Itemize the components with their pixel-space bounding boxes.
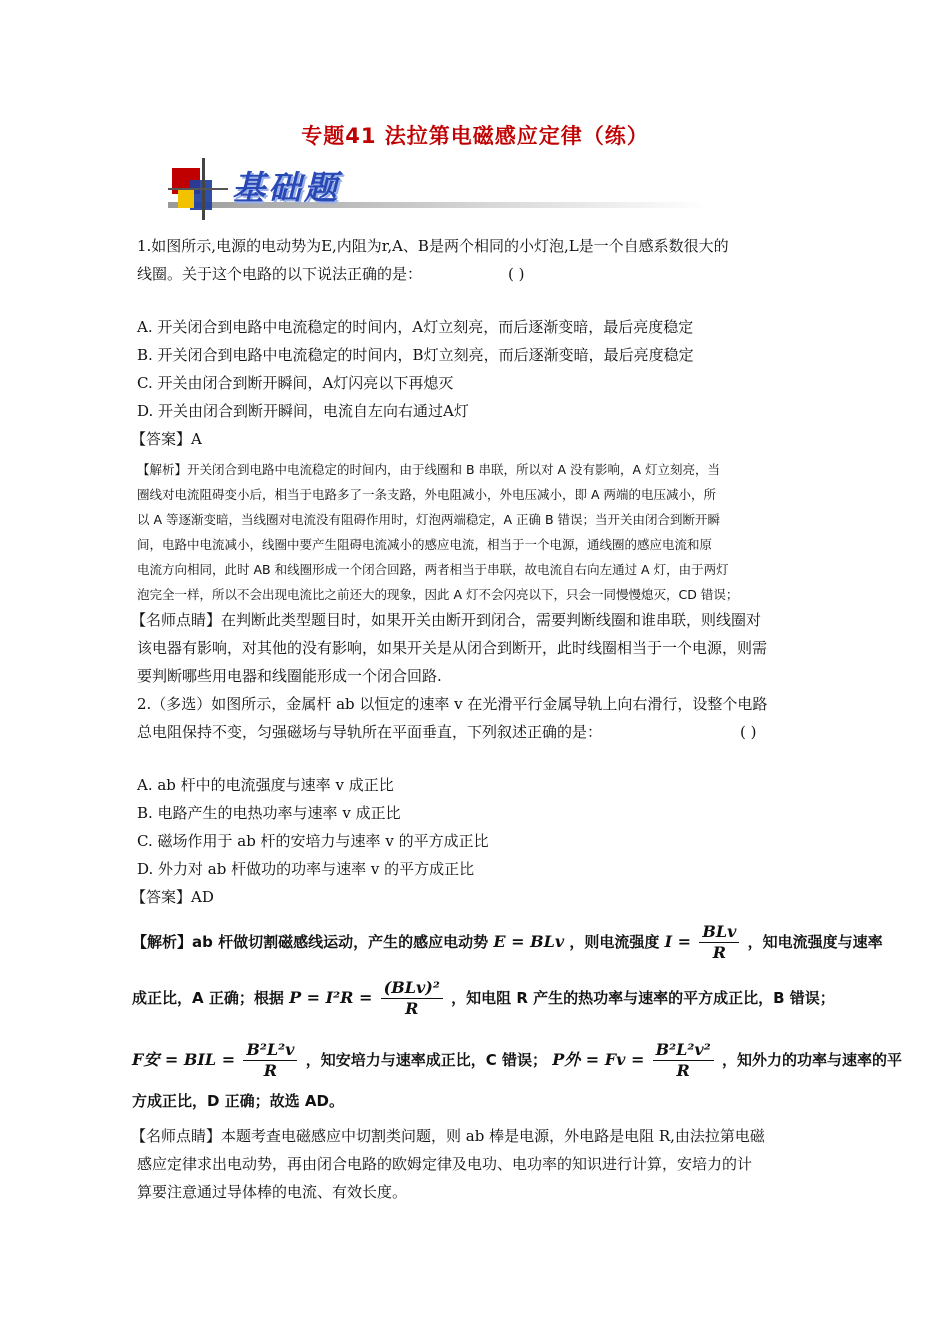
ampere-force-formula: F安 = BIL = [132, 1050, 236, 1069]
q1-option-d: D. 开关由闭合到断开瞬间，电流自左向右通过A灯 [137, 402, 469, 420]
q2-stem-line2: 总电阻保持不变，匀强磁场与导轨所在平面垂直，下列叙述正确的是： [137, 723, 603, 741]
q2-option-d: D. 外力对 ab 杆做功的功率与速率 v 的平方成正比 [137, 860, 475, 878]
power-formula: P = I²R = [289, 988, 373, 1007]
banner-label: 基础题 [232, 168, 340, 207]
q2-analysis-line2 [132, 978, 835, 1019]
q1-analysis-line: 电流方向相同，此时 AB 和线圈形成一个闭合回路，两者相当于串联，故电流自右向左通过 A 灯，由于两灯 [137, 562, 729, 577]
q1-answer-paren: ( ) [508, 265, 525, 283]
power-fraction [381, 978, 443, 1019]
page-title: 专题41 法拉第电磁感应定律（练） [301, 124, 649, 148]
current-formula: I = [664, 932, 692, 951]
q1-option-c: C. 开关由闭合到断开瞬间，A灯闪亮以下再熄灭 [137, 374, 454, 392]
fraction-denominator: R [405, 999, 419, 1018]
q1-stem-line2: 线圈。关于这个电路的以下说法正确的是： [137, 265, 423, 283]
q2-option-c: C. 磁场作用于 ab 杆的安培力与速率 v 的平方成正比 [137, 832, 489, 850]
q2-option-a: A. ab 杆中的电流强度与速率 v 成正比 [137, 776, 394, 794]
q2-stem-line1: 2.（多选）如图所示，金属杆 ab 以恒定的速率 v 在光滑平行金属导轨上向右滑行，设整个电路 [137, 695, 768, 713]
fraction-numerator: B²L²v [243, 1040, 297, 1061]
q1-analysis-line: 圈线对电流阻碍变小后，相当于电路多了一条支路，外电阻减小，外电压减小，即 A 两端的电压减小，所 [137, 487, 716, 502]
analysis-text: ，则电流强度 [569, 933, 660, 951]
analysis-text: 成正比，A 正确；根据 [132, 989, 284, 1007]
q1-answer: 【答案】A [131, 430, 202, 448]
q1-stem-line1: 1.如图所示,电源的电动势为E,内阻为r,A、B是两个相同的小灯泡,L是一个自感系数很大的 [137, 237, 729, 255]
analysis-text: ，知外力的功率与速率的平 [721, 1051, 902, 1069]
analysis-text: ，知安培力与速率成正比，C 错误； [305, 1051, 547, 1069]
q2-analysis-line1 [132, 922, 883, 963]
analysis-text: 【解析】ab 杆做切割磁感线运动，产生的感应电动势 [132, 933, 489, 951]
q1-tip-line: 该电器有影响，对其他的没有影响，如果开关是从闭合到断开，此时线圈相当于一个电源，则需 [137, 639, 768, 657]
fraction-denominator: R [263, 1061, 278, 1080]
external-power-formula: P外 = Fv = [552, 1050, 645, 1069]
current-fraction [699, 922, 739, 963]
fraction-denominator: R [676, 1061, 690, 1080]
q2-answer-paren: ( ) [740, 723, 757, 741]
section-banner [168, 158, 708, 220]
q1-tip-line: 要判断哪些用电器和线圈能形成一个闭合回路. [137, 667, 442, 685]
ampere-fraction [243, 1040, 297, 1081]
q2-option-b: B. 电路产生的电热功率与速率 v 成正比 [137, 804, 401, 822]
q2-analysis-line4: 方成正比，D 正确；故选 AD。 [132, 1092, 344, 1110]
fraction-denominator: R [712, 943, 727, 962]
external-power-fraction [653, 1040, 714, 1081]
fraction-numerator: BLv [699, 922, 739, 943]
q1-analysis-line: 以 A 等逐渐变暗，当线圈对电流没有阻碍作用时，灯泡两端稳定，A 正确 B 错误；当开关由闭合到断开瞬 [137, 512, 721, 527]
q2-answer: 【答案】AD [131, 888, 214, 906]
q2-tip-line: 感应定律求出电动势，再由闭合电路的欧姆定律及电功、电功率的知识进行计算，安培力的计 [137, 1155, 753, 1173]
q1-analysis-line: 【解析】开关闭合到电路中电流稳定的时间内，由于线圈和 B 串联，所以对 A 没有影响，A 灯立刻亮，当 [137, 462, 721, 477]
fraction-numerator: (BLv)² [381, 978, 443, 999]
emf-formula: E = BLv [493, 932, 565, 951]
analysis-text: ，知电阻 R 产生的热功率与速率的平方成正比，B 错误； [451, 989, 835, 1007]
analysis-text: ，知电流强度与速率 [747, 933, 883, 951]
q1-tip-line: 【名师点睛】在判断此类型题目时，如果开关由断开到闭合，需要判断线圈和谁串联，则线圈对 [131, 611, 762, 629]
q1-analysis-line: 间，电路中电流减小，线圈中要产生阻碍电流减小的感应电流，相当于一个电源，通线圈的感应电流和原 [137, 537, 713, 552]
q2-tip-line: 算要注意通过导体棒的电流、有效长度。 [137, 1183, 408, 1201]
q2-tip-line: 【名师点睛】本题考查电磁感应中切割类问题，则 ab 棒是电源，外电路是电阻 R,由法拉第电磁 [131, 1127, 765, 1145]
q1-option-b: B. 开关闭合到电路中电流稳定的时间内，B灯立刻亮，而后逐渐变暗，最后亮度稳定 [137, 346, 694, 364]
q1-option-a: A. 开关闭合到电路中电流稳定的时间内，A灯立刻亮，而后逐渐变暗，最后亮度稳定 [137, 318, 694, 336]
fraction-numerator: B²L²v² [653, 1040, 714, 1061]
q1-analysis-line: 泡完全一样，所以不会出现电流比之前还大的现象，因此 A 灯不会闪亮以下，只会一同慢慢熄灭，CD 错误； [137, 587, 739, 602]
q2-analysis-line3 [132, 1040, 902, 1081]
